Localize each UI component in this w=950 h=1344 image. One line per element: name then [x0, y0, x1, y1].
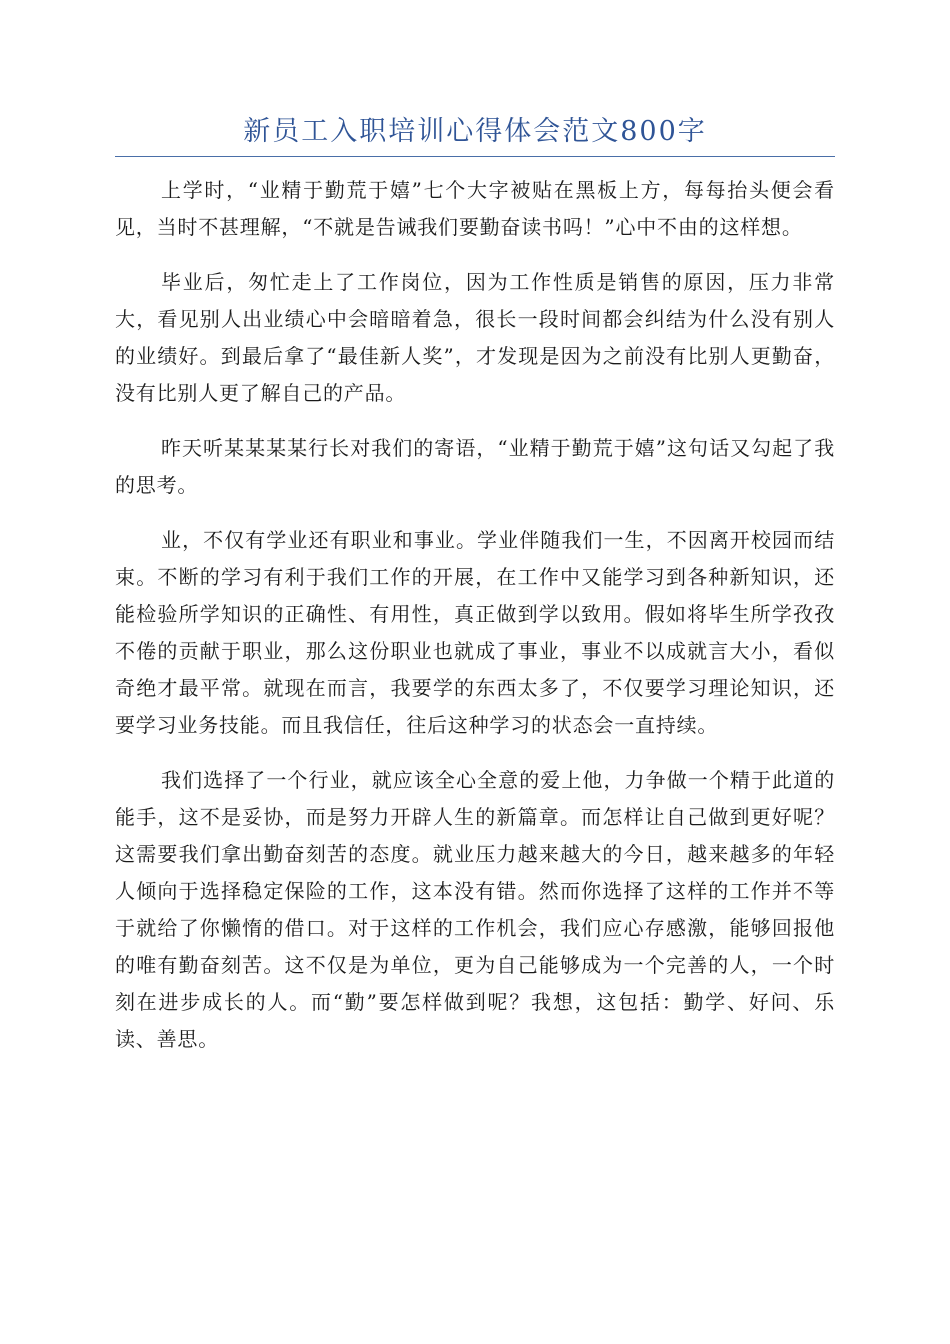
paragraph-4: 业，不仅有学业还有职业和事业。学业伴随我们一生，不因离开校园而结束。不断的学习有利于我们工作的开展，在工作中又能学习到各种新知识，还能检验所学知识的正确性、有用性，真正做到学以致用。假如将毕生所学孜孜不倦的贡献于职业，那么这份职业也就成了事业，事业不以成就言大小，看似奇绝才最平常。就现在而言，我要学的东西太多了，不仅要学习理论知识，还要学习业务技能。而且我信任，往后这种学习的状态会一直持续。	[115, 528, 835, 737]
title-block	[115, 112, 835, 157]
paragraph-1: 上学时，“业精于勤荒于嬉”七个大字被贴在黑板上方，每每抬头便会看见，当时不甚理解，“不就是告诫我们要勤奋读书吗！”心中不由的这样想。	[115, 178, 835, 239]
paragraph-5: 我们选择了一个行业，就应该全心全意的爱上他，力争做一个精于此道的能手，这不是妥协，而是努力开辟人生的新篇章。而怎样让自己做到更好呢？这需要我们拿出勤奋刻苦的态度。就业压力越来越大的今日，越来越多的年轻人倾向于选择稳定保险的工作，这本没有错。然而你选择了这样的工作并不等于就给了你懒惰的借口。对于这样的工作机会，我们应心存感激，能够回报他的唯有勤奋刻苦。这不仅是为单位，更为自己能够成为一个完善的人，一个时刻在进步成长的人。而“勤”要怎样做到呢？我想，这包括：勤学、好问、乐读、善思。	[115, 768, 835, 1051]
paragraph-3: 昨天听某某某某行长对我们的寄语，“业精于勤荒于嬉”这句话又勾起了我的思考。	[115, 436, 835, 497]
document-title: 新员工入职培训心得体会范文800字	[243, 116, 707, 147]
paragraph-2: 毕业后，匆忙走上了工作岗位，因为工作性质是销售的原因，压力非常大，看见别人出业绩心中会暗暗着急，很长一段时间都会纠结为什么没有别人的业绩好。到最后拿了“最佳新人奖”，才发现是因为之前没有比别人更勤奋，没有比别人更了解自己的产品。	[115, 270, 835, 405]
document-body	[115, 172, 835, 1076]
